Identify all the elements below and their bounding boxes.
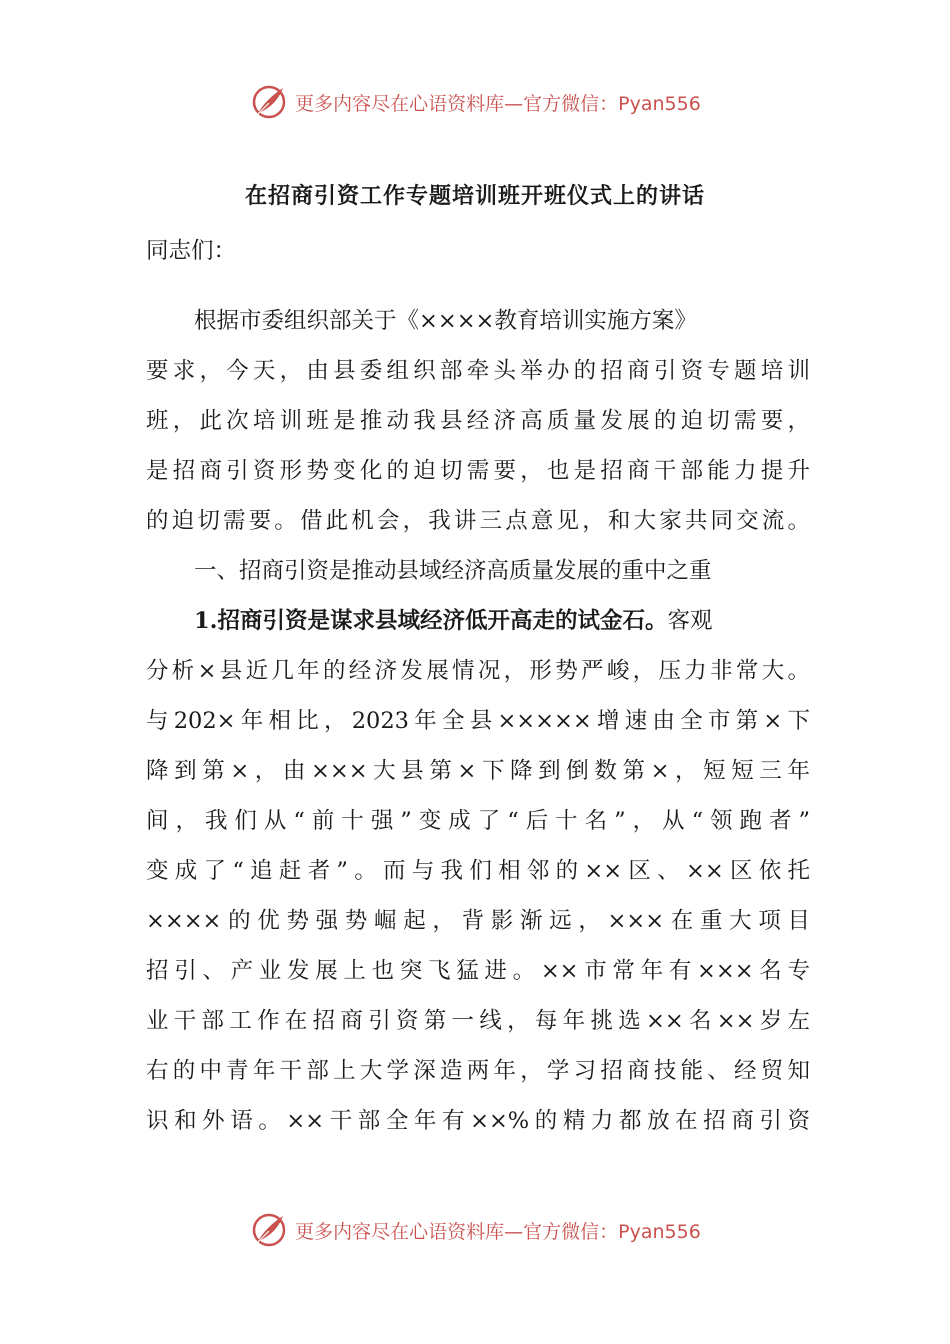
feather-logo-icon bbox=[249, 1210, 289, 1250]
section-heading-block bbox=[146, 546, 810, 596]
paragraph-line: ××××的优势强势崛起，背影渐远，×××在重大项目 bbox=[146, 908, 810, 934]
paragraph-line: 班，此次培训班是推动我县经济高质量发展的迫切需要， bbox=[146, 408, 810, 434]
feather-logo-icon bbox=[249, 82, 289, 122]
section-heading: 一、招商引资是推动县域经济高质量发展的重中之重 bbox=[194, 558, 712, 584]
paragraph-line: 右的中青年干部上大学深造两年，学习招商技能、经贸知 bbox=[146, 1058, 810, 1084]
paragraph-line: 分析×县近几年的经济发展情况，形势严峻，压力非常大。 bbox=[146, 658, 810, 684]
paragraph-line: 根据市委组织部关于《××××教育培训实施方案》 bbox=[194, 308, 697, 334]
paragraph-line: 识和外语。××干部全年有××%的精力都放在招商引资 bbox=[146, 1108, 810, 1134]
greeting-block bbox=[146, 226, 810, 276]
footer-watermark bbox=[0, 1208, 950, 1252]
paragraph-line: 是招商引资形势变化的迫切需要，也是招商干部能力提升 bbox=[146, 458, 810, 484]
greeting: 同志们： bbox=[146, 238, 237, 264]
paragraph-line: 业干部工作在招商引资第一线，每年挑选××名××岁左 bbox=[146, 1008, 810, 1034]
watermark-text: 更多内容尽在心语资料库—官方微信：Pyan556 bbox=[295, 1220, 701, 1243]
paragraph-line-rest: 客观 bbox=[667, 608, 713, 634]
header-watermark bbox=[0, 80, 950, 124]
paragraph-first-line bbox=[146, 596, 810, 646]
paragraph-line: 招引、产业发展上也突飞猛进。××市常年有×××名专 bbox=[146, 958, 810, 984]
document-title: 在招商引资工作专题培训班开班仪式上的讲话 bbox=[244, 183, 705, 209]
watermark-text: 更多内容尽在心语资料库—官方微信：Pyan556 bbox=[295, 92, 701, 115]
paragraph-line: 与202×年相比，2023年全县×××××增速由全市第×下 bbox=[146, 708, 810, 734]
paragraph-line: 变成了“追赶者”。而与我们相邻的××区、××区依托 bbox=[146, 858, 810, 884]
bold-lead-sentence: 1.招商引资是谋求县域经济低开高走的试金石。 bbox=[194, 608, 668, 634]
paragraph-line: 的迫切需要。借此机会，我讲三点意见，和大家共同交流。 bbox=[146, 508, 810, 534]
paragraph-intro bbox=[146, 296, 810, 546]
paragraph-section1 bbox=[146, 596, 810, 1146]
paragraph-line: 要求，今天，由县委组织部牵头举办的招商引资专题培训 bbox=[146, 358, 810, 384]
paragraph-line: 降到第×，由×××大县第×下降到倒数第×，短短三年 bbox=[146, 758, 810, 784]
paragraph-line: 间，我们从“前十强”变成了“后十名”，从“领跑者” bbox=[146, 808, 810, 834]
